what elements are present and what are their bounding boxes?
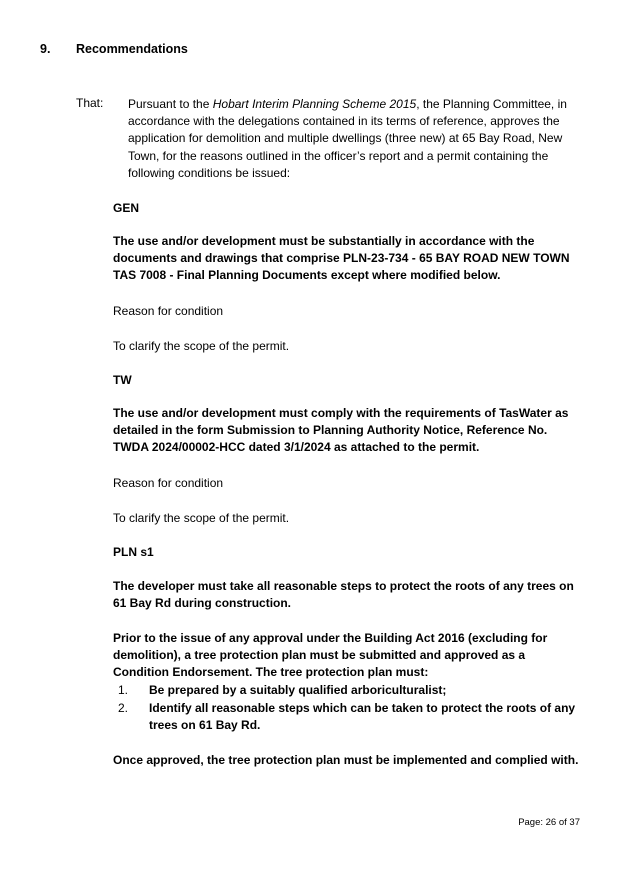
condition-code-pln: PLN s1 bbox=[113, 545, 154, 559]
condition-text-pln-2: Prior to the issue of any approval under the Building Act 2016 (excluding for demolition), a tree protection plan must be submitted and approved as a Condition Endorsement. The tree protection plan must: bbox=[113, 631, 548, 680]
list-number: 1. bbox=[118, 683, 129, 697]
reason-label-gen: Reason for condition bbox=[113, 304, 224, 318]
section-heading bbox=[40, 42, 188, 56]
reason-text-gen: To clarify the scope of the permit. bbox=[113, 339, 290, 353]
condition-text-tw: The use and/or development must comply with the requirements of TasWater as detailed in the form Submission to Planning Authority Notice, Reference No. TWDA 2024/00002-HCC dated 3/1/2024 as attached to the permit. bbox=[113, 406, 569, 455]
that-label: That: bbox=[76, 96, 104, 110]
reason-label-tw: Reason for condition bbox=[113, 476, 224, 490]
reason-text-tw: To clarify the scope of the permit. bbox=[113, 511, 290, 525]
condition-text-pln-1: The developer must take all reasonable steps to protect the roots of any trees on 61 Bay Rd during construction. bbox=[113, 579, 574, 611]
condition-text-pln-3: Once approved, the tree protection plan must be implemented and complied with. bbox=[113, 753, 579, 767]
section-number: 9. bbox=[40, 42, 51, 56]
list-item bbox=[113, 700, 583, 734]
condition-text-gen: The use and/or development must be substantially in accordance with the documents and drawings that comprise PLN-23-734 - 65 BAY ROAD NEW TOWN TAS 7008 - Final Planning Documents except where modified below. bbox=[113, 234, 570, 283]
intro-paragraph bbox=[128, 96, 580, 182]
list-text: Be prepared by a suitably qualified arboriculturalist; bbox=[149, 683, 447, 697]
condition-code-tw: TW bbox=[113, 373, 132, 387]
intro-prefix: Pursuant to the bbox=[128, 97, 213, 111]
intro-text: , the Planning Committee, in accordance with the delegations contained in its terms of reference, approves the application for demolition and multiple dwellings (three new) at 65 Bay Road, New Town, for the reasons outlined in the officer’s report and a permit containing the following conditions be issued: bbox=[128, 97, 567, 180]
list-number: 2. bbox=[118, 701, 129, 716]
list-item bbox=[113, 682, 583, 699]
condition-list bbox=[113, 682, 583, 736]
section-title: Recommendations bbox=[76, 42, 188, 56]
condition-code-gen: GEN bbox=[113, 201, 140, 215]
scheme-name: Hobart Interim Planning Scheme 2015 bbox=[212, 97, 417, 111]
page-number: Page: 26 of 37 bbox=[518, 817, 580, 828]
list-text: Identify all reasonable steps which can be taken to protect the roots of any trees on 61 Bay Rd. bbox=[149, 701, 576, 733]
